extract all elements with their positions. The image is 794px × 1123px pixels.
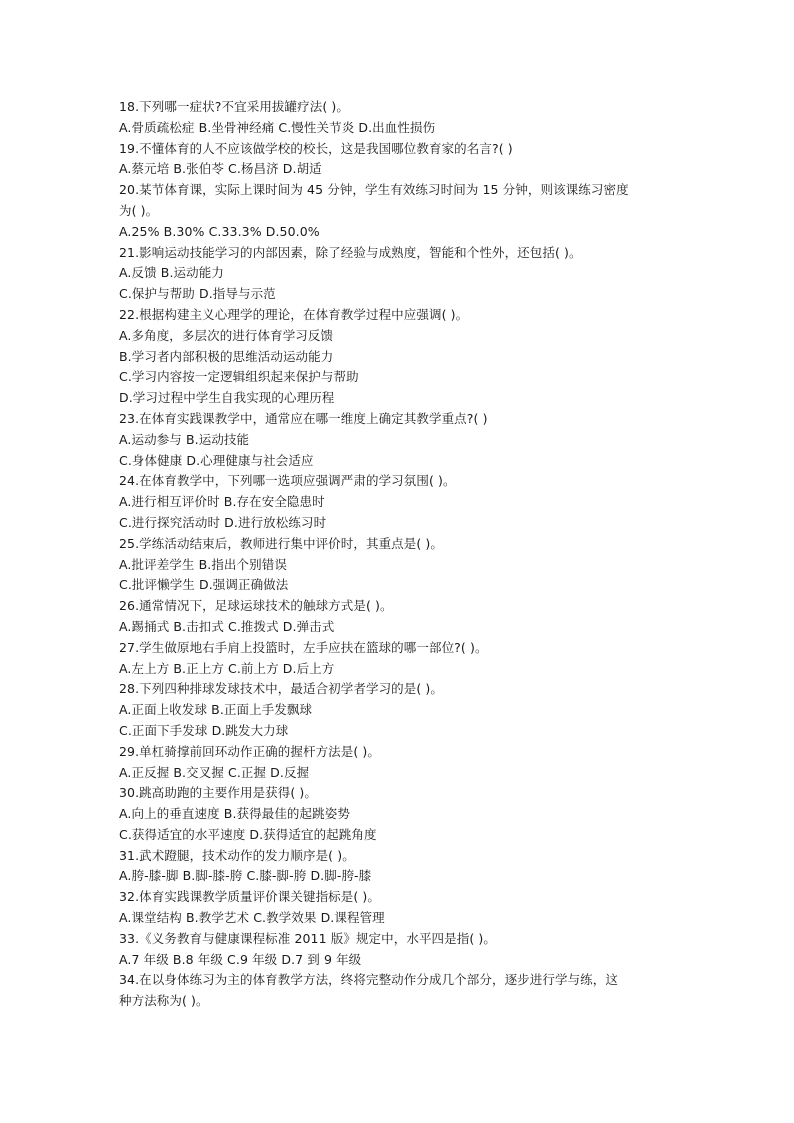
question-23: 23.在体育实践课教学中，通常应在哪一维度上确定其教学重点?( ): [119, 410, 488, 426]
question-29: 29.单杠骑撑前回环动作正确的握杆方法是( )。: [119, 743, 381, 759]
question-34-continued: 种方法称为( )。: [119, 993, 209, 1009]
question-18: 18.下列哪一症状?不宜采用拔罐疗法( )。: [119, 99, 349, 114]
question-list: [119, 97, 679, 1012]
question-19: 19.不懂体育的人不应该做学校的校长，这是我国哪位教育家的名言?( ): [119, 140, 513, 156]
question-22-option-b: B.学习者内部积极的思维活动运动能力: [119, 348, 334, 364]
question-22-option-d: D.学习过程中学生自我实现的心理历程: [119, 390, 335, 406]
question-32-options: A.课堂结构 B.教学艺术 C.教学效果 D.课程管理: [119, 910, 385, 926]
question-30-options-ab: A.向上的垂直速度 B.获得最佳的起跳姿势: [119, 806, 350, 822]
question-22-option-a: A.多角度，多层次的进行体育学习反馈: [119, 327, 334, 343]
question-31-options: A.胯-膝-脚 B.脚-膝-胯 C.膝-脚-胯 D.脚-胯-膝: [119, 868, 372, 884]
question-25-options-ab: A.批评差学生 B.指出个别错误: [119, 556, 287, 572]
question-18-options: A.骨质疏松症 B.坐骨神经痛 C.慢性关节炎 D.出血性损伤: [119, 119, 436, 135]
question-22-option-c: C.学习内容按一定逻辑组织起来保护与帮助: [119, 369, 359, 385]
question-23-options-ab: A.运动参与 B.运动技能: [119, 431, 250, 447]
question-34: 34.在以身体练习为主的体育教学方法，终将完整动作分成几个部分，逐步进行学与练，这: [119, 972, 618, 988]
question-25-options-cd: C.批评懒学生 D.强调正确做法: [119, 577, 289, 593]
question-19-options: A.蔡元培 B.张伯苓 C.杨昌济 D.胡适: [119, 161, 322, 177]
question-23-options-cd: C.身体健康 D.心理健康与社会适应: [119, 452, 314, 468]
question-31: 31.武术蹬腿，技术动作的发力顺序是( )。: [119, 847, 355, 863]
question-29-options: A.正反握 B.交叉握 C.正握 D.反握: [119, 764, 310, 780]
question-20: 20.某节体育课，实际上课时间为 45 分钟，学生有效练习时间为 15 分钟，则该课练习密度: [119, 182, 629, 198]
question-30-options-cd: C.获得适宜的水平速度 D.获得适宜的起跳角度: [119, 826, 377, 842]
question-24-options-cd: C.进行探究活动时 D.进行放松练习时: [119, 514, 327, 530]
question-27-options: A.左上方 B.正上方 C.前上方 D.后上方: [119, 660, 335, 676]
question-22: 22.根据构建主义心理学的理论，在体育教学过程中应强调( )。: [119, 306, 469, 322]
question-26: 26.通常情况下，足球运球技术的触球方式是( )。: [119, 598, 393, 614]
question-28-options-cd: C.正面下手发球 D.跳发大力球: [119, 722, 289, 738]
question-28: 28.下列四种排球发球技术中，最适合初学者学习的是( )。: [119, 681, 444, 697]
question-32: 32.体育实践课教学质量评价课关键指标是( )。: [119, 889, 381, 905]
question-30: 30.跳高助跑的主要作用是获得( )。: [119, 785, 318, 801]
question-21-options-ab: A.反馈 B.运动能力: [119, 265, 224, 281]
question-33-options: A.7 年级 B.8 年级 C.9 年级 D.7 到 9 年级: [119, 951, 362, 967]
question-28-options-ab: A.正面上收发球 B.正面上手发飘球: [119, 702, 313, 718]
question-33: 33.《义务教育与健康课程标准 2011 版》规定中，水平四是指( )。: [119, 930, 496, 946]
question-25: 25.学练活动结束后，教师进行集中评价时，其重点是( )。: [119, 535, 444, 551]
question-24: 24.在体育教学中，下列哪一选项应强调严肃的学习氛围( )。: [119, 473, 456, 489]
question-21: 21.影响运动技能学习的内部因素，除了经验与成熟度，智能和个性外，还包括( )。: [119, 244, 582, 260]
question-20-options: A.25% B.30% C.33.3% D.50.0%: [119, 223, 320, 239]
question-21-options-cd: C.保护与帮助 D.指导与示范: [119, 286, 276, 302]
question-20-continued: 为( )。: [119, 202, 159, 218]
question-26-options: A.踢捅式 B.击扣式 C.推拨式 D.弹击式: [119, 618, 335, 634]
question-24-options-ab: A.进行相互评价时 B.存在安全隐患时: [119, 494, 325, 510]
question-27: 27.学生做原地右手肩上投篮时，左手应扶在篮球的哪一部位?( )。: [119, 639, 488, 655]
